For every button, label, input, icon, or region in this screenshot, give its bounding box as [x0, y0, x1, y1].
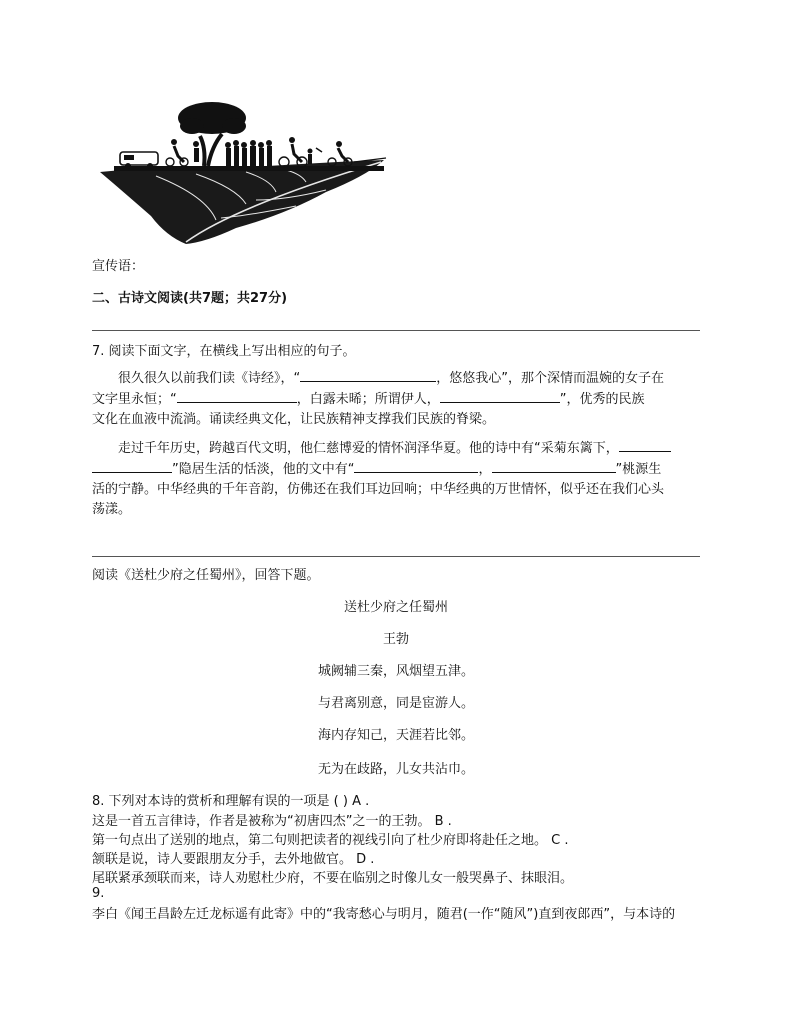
text-segment: ，	[478, 462, 492, 477]
text-segment: 走过千年历史，跨越百代文明，他仁慈博爱的情怀润泽华夏。他的诗中有“采菊东篱下，	[118, 441, 619, 456]
text-segment: ”隐居生活的恬淡，他的文中有“	[172, 462, 355, 477]
section-heading: 二、古诗文阅读(共7题；共27分)	[92, 291, 288, 306]
poem-line: 无为在歧路，儿女共沾巾。	[317, 762, 474, 777]
q9-stem: 李白《闻王昌龄左迁龙标遥有此寄》中的“我寄愁心与明月，随君(一作“随风”)直到夜郎西”，与本诗的	[92, 907, 676, 922]
divider	[92, 556, 700, 557]
poem-title: 送杜少府之任蜀州	[343, 600, 448, 615]
text-segment: 文字里永恒；“	[92, 392, 177, 407]
answer-blank[interactable]	[177, 389, 297, 403]
text-segment: ”，优秀的民族	[559, 392, 645, 407]
q7-paragraph-2	[92, 438, 700, 520]
q8-option: 颔联是说，诗人要跟朋友分手，去外地做官。 D .	[92, 852, 375, 867]
answer-blank[interactable]	[354, 459, 478, 473]
poem-line: 与君离别意，同是宦游人。	[317, 696, 474, 711]
text-segment: ”桃源生	[615, 462, 662, 477]
q7-stem: 7. 阅读下面文字，在横线上写出相应的句子。	[92, 344, 356, 359]
reading-intro: 阅读《送杜少府之任蜀州》，回答下题。	[92, 568, 320, 583]
text-segment: ，白露未晞；所谓伊人，	[296, 392, 440, 407]
answer-blank[interactable]	[492, 459, 616, 473]
q8-option: 这是一首五言律诗，作者是被称为“初唐四杰”之一的王勃。 B .	[92, 814, 452, 829]
q8-option: 尾联紧承颈联而来，诗人劝慰杜少府，不要在临别之时像儿女一般哭鼻子、抹眼泪。	[92, 871, 574, 886]
divider	[92, 330, 700, 331]
poem-line: 海内存知己，天涯若比邻。	[317, 728, 474, 743]
poem-author: 王勃	[382, 632, 409, 647]
answer-blank[interactable]	[440, 389, 560, 403]
answer-blank[interactable]	[619, 438, 671, 452]
poem-line: 城阙辅三秦，风烟望五津。	[317, 664, 474, 679]
text-segment: 很久很久以前我们读《诗经》，“	[118, 371, 301, 386]
q8-stem: 8. 下列对本诗的赏析和理解有误的一项是 ( ) A .	[92, 794, 370, 809]
answer-blank[interactable]	[92, 459, 172, 473]
text-segment: 荡漾。	[92, 502, 132, 517]
slogan-label: 宣传语：	[92, 259, 145, 274]
q9-number: 9.	[92, 886, 105, 901]
answer-blank[interactable]	[300, 368, 436, 382]
q8-option: 第一句点出了送别的地点，第二句则把读者的视线引向了杜少府即将赴任之地。 C .	[92, 833, 569, 848]
leaf-island-illustration	[96, 96, 388, 246]
q7-paragraph-1	[92, 368, 700, 430]
text-segment: 文化在血液中流淌。诵读经典文化，让民族精神支撑我们民族的脊梁。	[92, 412, 496, 427]
text-segment: 活的宁静。中华经典的千年音韵，仿佛还在我们耳边回响；中华经典的万世情怀，似乎还在我们心头	[92, 482, 665, 497]
text-segment: ，悠悠我心”，那个深情而温婉的女子在	[436, 371, 664, 386]
